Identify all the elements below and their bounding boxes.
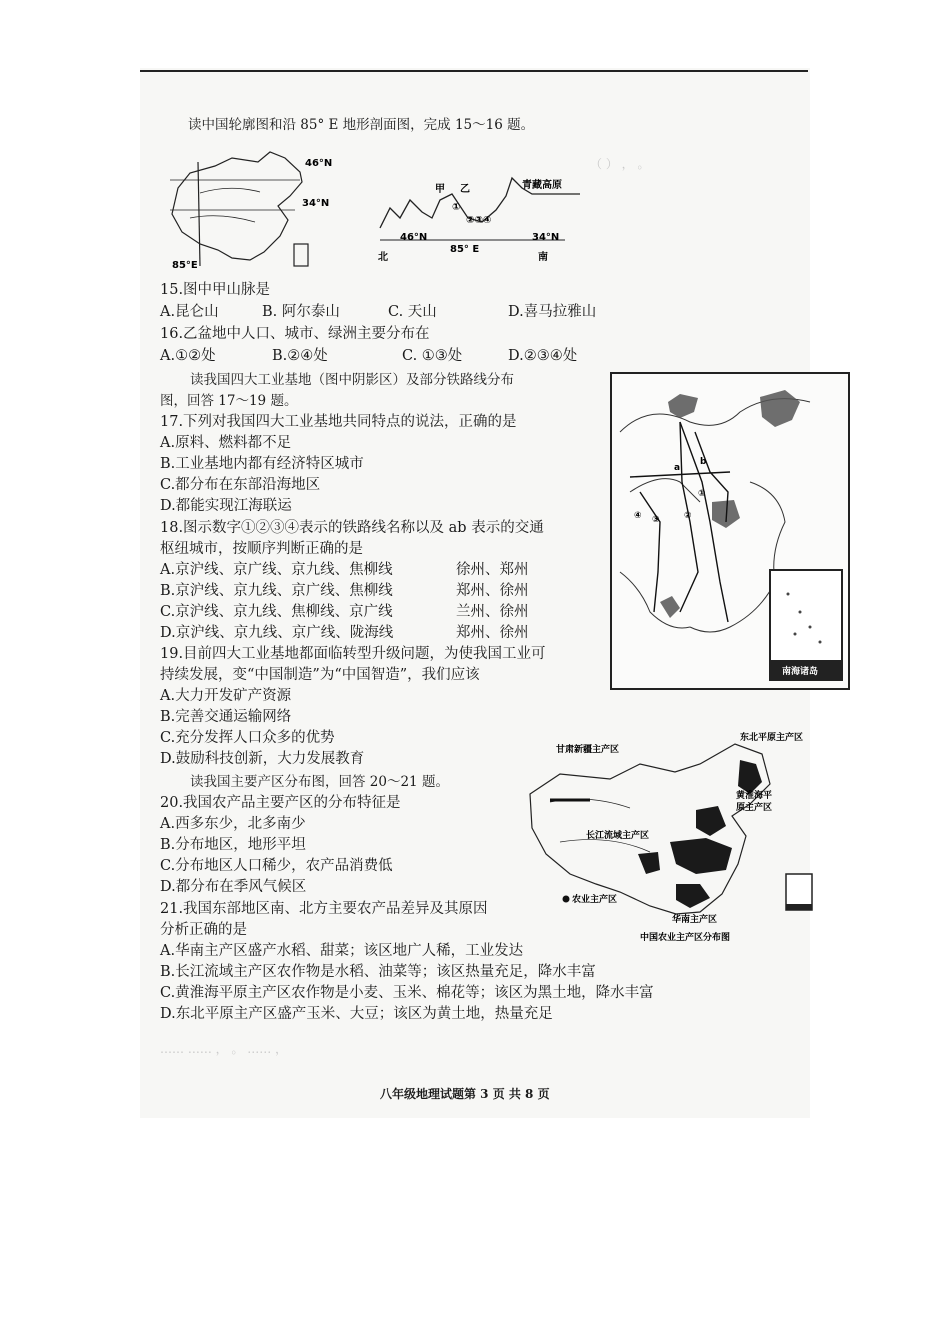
q16-option-a: A.①②处	[160, 348, 216, 364]
label-yi: 乙	[460, 184, 470, 195]
bleed-through-text: （ ） ， 。	[590, 157, 650, 171]
q18-option-c-cities: 兰州、徐州	[456, 604, 529, 620]
legend-marker	[563, 896, 570, 903]
label-34n: 34°N	[302, 198, 330, 209]
q18-option-c: C.京沪线、京九线、焦柳线、京广线	[160, 604, 393, 620]
page-footer: 八年级地理试题第 3 页 共 8 页	[380, 1087, 550, 1101]
railway-marker-3: ③	[652, 515, 660, 525]
q16-option-d: D.②③④处	[508, 348, 578, 364]
marker-1: ①	[452, 202, 461, 213]
south-sea-inset	[294, 244, 308, 266]
label-northeast: 东北平原主产区	[740, 733, 804, 743]
china-outline-map	[170, 152, 302, 266]
q19-option-b: B.完善交通运输网络	[160, 709, 292, 725]
q21-stem-line1: 21.我国东部地区南、北方主要农产品差异及其原因	[160, 901, 488, 917]
q15-option-b: B. 阿尔泰山	[262, 304, 340, 320]
legend-label: 农业主产区	[572, 895, 618, 905]
q20-stem: 20.我国农产品主要产区的分布特征是	[160, 795, 401, 811]
q20-option-d: D.都分布在季风气候区	[160, 879, 307, 895]
q21-stem-line2: 分析正确的是	[160, 922, 247, 938]
q15-option-d: D.喜马拉雅山	[508, 304, 597, 320]
label-xinjiang: 甘肃新疆主产区	[556, 745, 620, 755]
q17-option-d: D.都能实现江海联运	[160, 498, 292, 514]
q19-option-a: A.大力开发矿产资源	[160, 688, 292, 704]
label-south: 南	[538, 252, 548, 263]
q16-option-c: C. ①③处	[402, 348, 463, 364]
railway-marker-4: ④	[634, 511, 642, 521]
hub-marker-b: b	[700, 457, 707, 467]
header-rule	[140, 70, 808, 72]
q18-option-b-cities: 郑州、徐州	[456, 583, 529, 599]
q18-option-d: D.京沪线、京九线、京广线、陇海线	[160, 625, 394, 641]
q17-option-c: C.都分布在东部沿海地区	[160, 477, 321, 493]
agricultural-region-shading	[638, 760, 762, 908]
q20-option-c: C.分布地区人口稀少，农产品消费低	[160, 858, 393, 874]
china-outline	[530, 744, 773, 914]
q21-option-b: B.长江流域主产区农作物是水稻、油菜等；该区热量充足，降水丰富	[160, 964, 596, 980]
q18-stem-line1: 18.图示数字①②③④表示的铁路线名称以及 ab 表示的交通	[160, 520, 544, 536]
label-profile-34n: 34°N	[532, 232, 560, 243]
label-profile-46n: 46°N	[400, 232, 428, 243]
q15-stem: 15.图中甲山脉是	[160, 282, 271, 298]
intro-15-16: 读中国轮廓图和沿 85° E 地形剖面图，完成 15～16 题。	[188, 117, 535, 133]
q20-option-b: B.分布地区，地形平坦	[160, 837, 306, 853]
q15-option-a: A.昆仑山	[160, 304, 219, 320]
label-jia: 甲	[435, 184, 445, 195]
q17-option-a: A.原料、燃料都不足	[160, 435, 292, 451]
q18-option-a-cities: 徐州、郑州	[456, 562, 529, 578]
railway-marker-1: ①	[698, 489, 706, 499]
intro-17-19-line2: 图，回答 17～19 题。	[160, 393, 298, 409]
q17-stem: 17.下列对我国四大工业基地共同特点的说法，正确的是	[160, 414, 517, 430]
railway-marker-2: ②	[684, 511, 692, 521]
figure-agricultural-regions-map	[500, 724, 820, 946]
label-huanghuai-1: 黄淮海平	[736, 791, 773, 801]
intro-20-21: 读我国主要产区分布图，回答 20～21 题。	[190, 774, 449, 790]
q19-stem-line1: 19.目前四大工业基地都面临转型升级问题，为使我国工业可	[160, 646, 546, 662]
q16-option-b: B.②④处	[272, 348, 328, 364]
q21-option-c: C.黄淮海平原主产区农作物是小麦、玉米、棉花等；该区为黑土地，降水丰富	[160, 985, 654, 1001]
q16-stem: 16.乙盆地中人口、城市、绿洲主要分布在	[160, 326, 430, 342]
label-huanan: 华南主产区	[672, 915, 718, 925]
q19-stem-line2: 持续发展，变“中国制造”为“中国智造”，我们应该	[160, 667, 480, 683]
q18-stem-line2: 枢纽城市，按顺序判断正确的是	[160, 541, 363, 557]
q18-option-d-cities: 郑州、徐州	[456, 625, 529, 641]
label-46n: 46°N	[305, 158, 333, 169]
q19-option-d: D.鼓励科技创新，大力发展教育	[160, 751, 365, 767]
figure-china-outline-and-profile	[160, 148, 600, 273]
marker-234: ②③④	[466, 215, 492, 226]
bleed-through-text: …… …… ， 。 …… ，	[160, 1042, 288, 1056]
q20-option-a: A.西多东少，北多南少	[160, 816, 306, 832]
q19-option-c: C.充分发挥人口众多的优势	[160, 730, 335, 746]
q15-option-c: C. 天山	[388, 304, 437, 320]
label-huanghuai-2: 原主产区	[736, 803, 773, 813]
label-north: 北	[378, 252, 388, 263]
hub-marker-a: a	[674, 463, 681, 473]
q21-option-d: D.东北平原主产区盛产玉米、大豆；该区为黄土地，热量充足	[160, 1006, 553, 1022]
label-85e: 85°E	[172, 260, 198, 271]
q17-option-b: B.工业基地内都有经济特区城市	[160, 456, 364, 472]
map-caption: 中国农业主产区分布图	[640, 933, 731, 943]
label-profile-85e: 85° E	[450, 244, 480, 255]
q18-option-a: A.京沪线、京广线、京九线、焦柳线	[160, 562, 393, 578]
figure-industrial-bases-map	[610, 372, 850, 690]
label-changjiang: 长江流域主产区	[586, 831, 650, 841]
q21-option-a: A.华南主产区盛产水稻、甜菜；该区地广人稀，工业发达	[160, 943, 524, 959]
inset-title: 南海诸岛	[782, 667, 819, 677]
q18-option-b: B.京沪线、京九线、京广线、焦柳线	[160, 583, 393, 599]
label-plateau: 青藏高原	[522, 180, 562, 191]
intro-17-19-line1: 读我国四大工业基地（图中阴影区）及部分铁路线分布	[190, 372, 514, 388]
